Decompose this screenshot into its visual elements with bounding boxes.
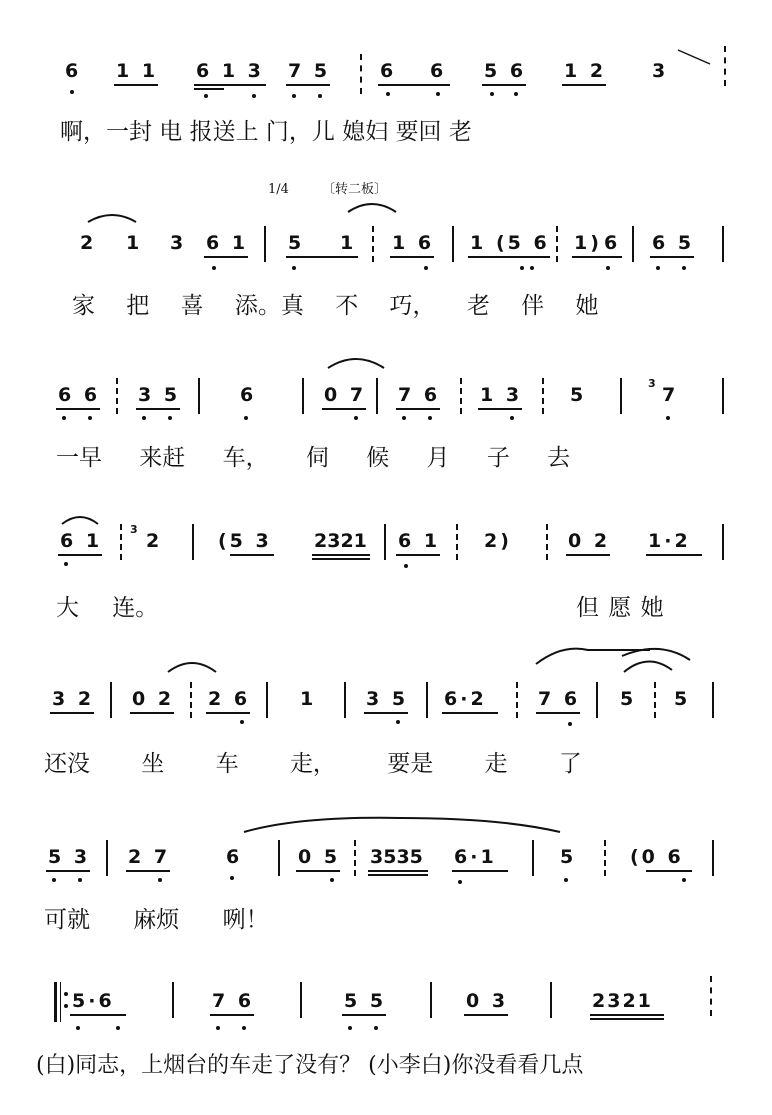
barline xyxy=(172,982,174,1018)
lyric-line: 家 把 喜 添。真 不 巧， 老 伴 她 xyxy=(72,293,599,319)
underline xyxy=(572,256,622,258)
barline xyxy=(532,840,534,876)
slur-arc xyxy=(536,649,650,664)
barline xyxy=(344,682,346,718)
note-group: 6 1 xyxy=(206,232,249,254)
slur-arc xyxy=(244,818,560,832)
barline xyxy=(110,682,112,718)
note-group: 6 xyxy=(226,846,243,868)
note-group: 5 xyxy=(620,688,637,710)
underline xyxy=(390,256,434,258)
underline xyxy=(230,554,274,556)
note-group: 7 6 xyxy=(212,990,255,1012)
barline xyxy=(722,378,724,414)
octave-dot xyxy=(70,90,74,94)
dashed-barline xyxy=(546,524,548,560)
dashed-barline xyxy=(542,378,544,414)
octave-dot xyxy=(396,720,400,724)
underline xyxy=(590,1014,664,1016)
dashed-barline xyxy=(724,46,726,86)
underline xyxy=(364,712,408,714)
note-group: (0 6 xyxy=(630,846,684,868)
underline xyxy=(210,1014,254,1016)
note-group: 6·2 xyxy=(444,688,487,710)
underline xyxy=(286,84,330,86)
breath-mark xyxy=(678,50,710,64)
underline xyxy=(650,256,694,258)
octave-dot xyxy=(564,878,568,882)
barline xyxy=(452,226,454,262)
note-group: 2321 xyxy=(592,990,653,1012)
octave-dot xyxy=(666,416,670,420)
note-group: 5 xyxy=(674,688,691,710)
underline xyxy=(378,84,450,86)
note-group: 7 5 xyxy=(288,60,331,82)
octave-dot xyxy=(62,416,66,420)
octave-dot xyxy=(292,94,296,98)
octave-dot xyxy=(682,266,686,270)
underline xyxy=(590,1018,664,1020)
octave-dot xyxy=(230,876,234,880)
underline xyxy=(562,84,606,86)
slur-arc xyxy=(168,663,216,672)
barline xyxy=(266,682,268,718)
octave-dot xyxy=(374,1026,378,1030)
note-group: 5 xyxy=(570,384,587,406)
note-group: 2 7 xyxy=(128,846,171,868)
barline xyxy=(430,982,432,1018)
section-mark: 〔转二板〕 xyxy=(322,182,388,197)
note-group: 3 2 xyxy=(52,688,95,710)
octave-dot xyxy=(78,878,82,882)
octave-dot xyxy=(656,266,660,270)
note-group: 0 2 xyxy=(568,530,611,552)
underline xyxy=(482,84,526,86)
underline xyxy=(312,554,370,556)
octave-dot xyxy=(168,416,172,420)
octave-dot xyxy=(458,880,462,884)
underline xyxy=(646,870,692,872)
note-group: 1 xyxy=(126,232,143,254)
note-group: 6 xyxy=(430,60,447,82)
note-group: 0 5 xyxy=(298,846,341,868)
note-group: 7 xyxy=(662,384,679,406)
note-group: 1 6 xyxy=(392,232,435,254)
note-group: 6 xyxy=(65,60,82,82)
note-group: 6 5 xyxy=(652,232,695,254)
underline xyxy=(194,88,224,90)
underline xyxy=(396,408,440,410)
note-group: 1 xyxy=(300,688,317,710)
underline xyxy=(194,84,266,86)
note-group: 6 1 3 xyxy=(196,60,264,82)
octave-dot xyxy=(330,878,334,882)
slur-arc xyxy=(624,661,672,672)
octave-dot xyxy=(116,1026,120,1030)
note-group: 2 6 xyxy=(208,688,251,710)
underline xyxy=(130,712,174,714)
underline xyxy=(464,1014,508,1016)
note-group: 7 6 xyxy=(398,384,441,406)
underline xyxy=(646,554,702,556)
note-group: 6 6 xyxy=(58,384,101,406)
barline xyxy=(632,226,634,262)
dashed-barline xyxy=(654,682,656,718)
note-group: 3 5 xyxy=(138,384,181,406)
underline xyxy=(50,712,94,714)
dashed-barline xyxy=(456,524,458,560)
slur-arc xyxy=(348,204,396,212)
barline xyxy=(278,840,280,876)
octave-dot xyxy=(404,564,408,568)
note-group: 2 xyxy=(80,232,97,254)
dashed-barline xyxy=(710,976,712,1016)
underline xyxy=(312,558,370,560)
note-group: 5 xyxy=(288,232,305,254)
note-group: 6 1 xyxy=(60,530,103,552)
octave-dot xyxy=(64,562,68,566)
dashed-barline xyxy=(360,54,362,94)
octave-dot xyxy=(142,416,146,420)
octave-dot xyxy=(158,878,162,882)
underline xyxy=(114,84,158,86)
octave-dot xyxy=(682,878,686,882)
barline xyxy=(722,524,724,560)
barline xyxy=(264,226,266,262)
dashed-barline xyxy=(190,682,192,718)
note-group: 1 xyxy=(340,232,357,254)
octave-dot xyxy=(76,1026,80,1030)
slur-arc xyxy=(88,215,136,222)
octave-dot xyxy=(436,92,440,96)
note-group: (5 3 xyxy=(218,530,272,552)
underline xyxy=(206,712,250,714)
octave-dot xyxy=(606,266,610,270)
underline xyxy=(286,256,358,258)
lyric-line: 一早 来赶 车， 伺 候 月 子 去 xyxy=(56,445,571,471)
barline xyxy=(384,524,386,560)
repeat-barline xyxy=(54,982,57,1022)
note-group: (5 6 xyxy=(496,232,550,254)
dashed-barline xyxy=(556,226,558,262)
barline xyxy=(300,982,302,1018)
note-group: 1 xyxy=(470,232,487,254)
dashed-barline xyxy=(460,378,462,414)
note-group: 1) xyxy=(574,232,602,254)
note-group: 7 6 xyxy=(538,688,581,710)
barline xyxy=(722,226,724,262)
octave-dot xyxy=(52,878,56,882)
repeat-dot xyxy=(64,1004,68,1008)
octave-dot xyxy=(348,1026,352,1030)
note-group: 1 3 xyxy=(480,384,523,406)
dashed-barline xyxy=(116,378,118,414)
octave-dot xyxy=(490,92,494,96)
barline xyxy=(198,378,200,414)
underline xyxy=(536,712,580,714)
octave-dot xyxy=(520,266,524,270)
note-group: 0 2 xyxy=(132,688,175,710)
octave-dot xyxy=(204,94,208,98)
barline xyxy=(106,840,108,876)
octave-dot xyxy=(424,266,428,270)
octave-dot xyxy=(252,94,256,98)
note-group: 3 5 xyxy=(366,688,409,710)
underline xyxy=(468,256,550,258)
lyric-line: 啊，一封 电 报送上 门，儿 媳妇 要回 老 xyxy=(60,119,472,145)
spoken-line: (白)同志，上烟台的车走了没有？ (小李白)你没看看几点 xyxy=(36,1053,584,1078)
grace-note: 3 xyxy=(648,377,656,390)
lyric-line: 大 连。 xyxy=(56,595,159,621)
barline xyxy=(712,840,714,876)
octave-dot xyxy=(216,1026,220,1030)
note-group: 3 xyxy=(652,60,669,82)
octave-dot xyxy=(428,416,432,420)
dashed-barline xyxy=(372,226,374,262)
note-group: 6 1 xyxy=(398,530,441,552)
note-group: 6 xyxy=(604,232,621,254)
underline xyxy=(136,408,180,410)
octave-dot xyxy=(88,416,92,420)
grace-note: 3 xyxy=(130,523,138,536)
underline xyxy=(204,256,248,258)
octave-dot xyxy=(318,94,322,98)
note-group: 1 2 xyxy=(564,60,607,82)
note-group: 5·6 xyxy=(72,990,115,1012)
octave-dot xyxy=(212,266,216,270)
barline xyxy=(192,524,194,560)
underline xyxy=(368,874,428,876)
note-group: 3 xyxy=(170,232,187,254)
note-group: 5 5 xyxy=(344,990,387,1012)
octave-dot xyxy=(402,416,406,420)
note-group: 2) xyxy=(484,530,512,552)
underline xyxy=(452,870,508,872)
tempo-mark: 1/4 xyxy=(268,182,289,197)
barline xyxy=(302,378,304,414)
barline xyxy=(596,682,598,718)
dashed-barline xyxy=(604,840,606,876)
note-group: 6 xyxy=(240,384,257,406)
underline xyxy=(58,554,102,556)
note-group: 2321 xyxy=(314,530,367,552)
note-group: 1·2 xyxy=(648,530,691,552)
note-group: 2 xyxy=(146,530,163,552)
dashed-barline xyxy=(516,682,518,718)
barline xyxy=(620,378,622,414)
octave-dot xyxy=(530,266,534,270)
underline xyxy=(478,408,522,410)
underline xyxy=(70,1014,126,1016)
underline xyxy=(566,554,610,556)
underline xyxy=(296,870,340,872)
octave-dot xyxy=(510,416,514,420)
dashed-barline xyxy=(120,524,122,560)
barline xyxy=(426,682,428,718)
octave-dot xyxy=(244,416,248,420)
note-group: 0 7 xyxy=(324,384,367,406)
barline xyxy=(376,378,378,414)
octave-dot xyxy=(240,720,244,724)
octave-dot xyxy=(292,266,296,270)
lyric-line: 可就 麻烦 咧！ xyxy=(44,907,269,933)
underline xyxy=(396,554,440,556)
underline xyxy=(342,1014,386,1016)
underline xyxy=(126,870,170,872)
lyric-line: 还没 坐 车 走， 要是 走 了 xyxy=(44,751,582,777)
underline xyxy=(442,712,498,714)
octave-dot xyxy=(386,92,390,96)
note-group: 6 xyxy=(380,60,397,82)
note-group: 6·1 xyxy=(454,846,497,868)
dashed-barline xyxy=(354,840,356,876)
repeat-dot xyxy=(64,992,68,996)
note-group: 5 xyxy=(560,846,577,868)
octave-dot xyxy=(354,416,358,420)
note-group: 5 6 xyxy=(484,60,527,82)
underline xyxy=(56,408,100,410)
lyric-line: 但 愿 她 xyxy=(576,595,664,621)
octave-dot xyxy=(514,92,518,96)
octave-dot xyxy=(242,1026,246,1030)
note-group: 5 3 xyxy=(48,846,91,868)
slur-arc xyxy=(62,517,98,524)
repeat-barline xyxy=(60,982,61,1022)
underline xyxy=(368,870,428,872)
note-group: 3535 xyxy=(370,846,423,868)
octave-dot xyxy=(568,722,572,726)
note-group: 1 1 xyxy=(116,60,159,82)
note-group: 0 3 xyxy=(466,990,509,1012)
slur-arc xyxy=(328,359,384,368)
underline xyxy=(46,870,90,872)
barline xyxy=(712,682,714,718)
barline xyxy=(550,982,552,1018)
underline xyxy=(322,408,366,410)
